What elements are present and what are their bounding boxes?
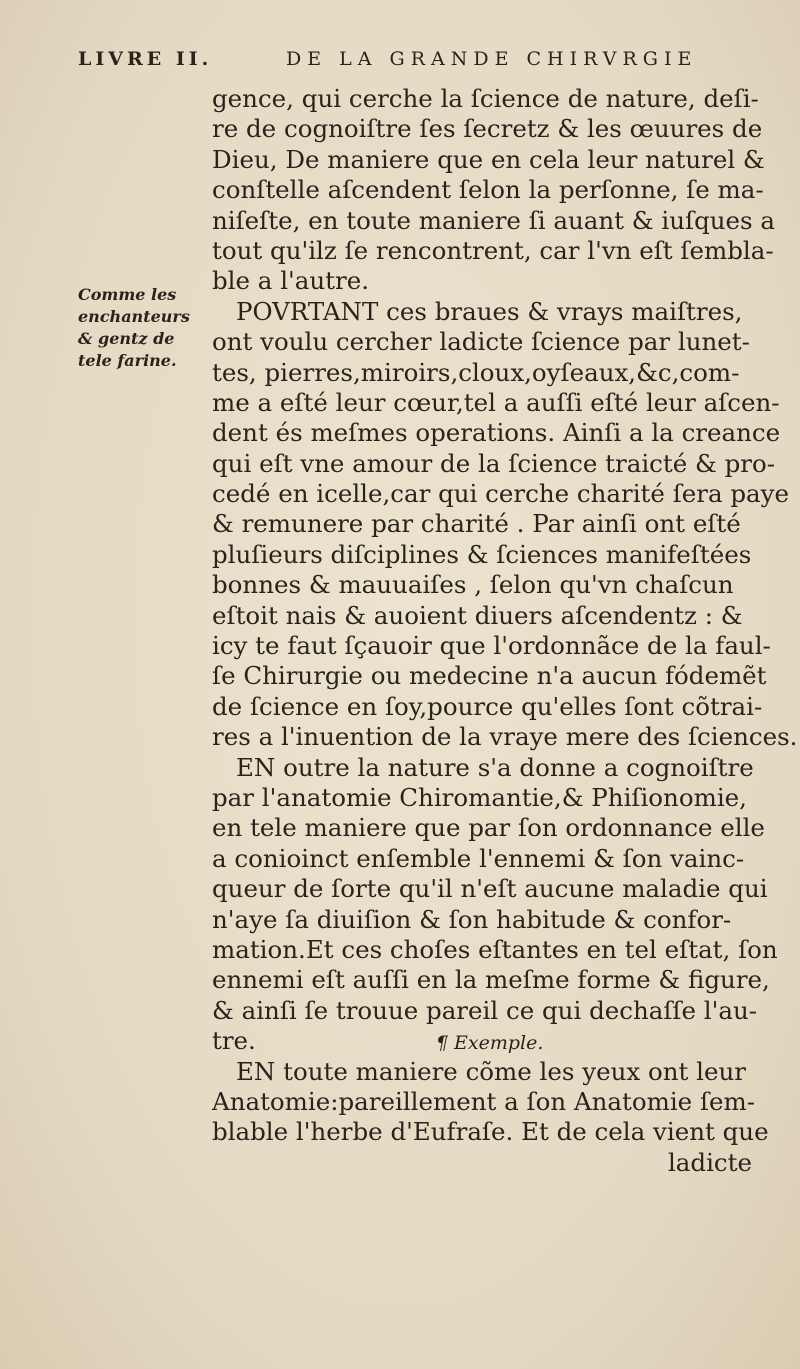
text-line: res a l'inuention de la vraye mere des ſciences. [212, 722, 798, 752]
text-line: conſtelle aſcendent ſelon la perſonne, ſe ma- [212, 175, 764, 205]
example-label: ¶ Exemple. [435, 1032, 544, 1055]
margin-note-line: & gentz de [78, 329, 175, 348]
text-line: cedé en icelle,car qui cerche charité ſera paye [212, 479, 789, 509]
text-line: en tele maniere que par ſon ordonnance elle [212, 813, 765, 843]
margin-note-line: enchanteurs [78, 307, 190, 326]
main-text [212, 84, 798, 1178]
text-line: ont voulu cercher ladicte ſcience par lunet- [212, 327, 750, 357]
text-line: n'aye ſa diuiſion & ſon habitude & confor- [212, 904, 732, 934]
text-line: mation.Et ces choſes eſtantes en tel eſtat, ſon [212, 934, 778, 964]
text-line: EN toute maniere cõme les yeux ont leur [236, 1056, 746, 1086]
catchword: ladicte [667, 1147, 752, 1177]
running-title: DE LA GRANDE CHIRVRGIE [286, 48, 698, 70]
running-header [78, 48, 718, 78]
text-line: qui eſt vne amour de la ſcience traicté & pro- [212, 448, 776, 478]
text-line-fragment: tre. [212, 1026, 256, 1056]
text-line: & remunere par charité . Par ainſi ont eſté [212, 509, 741, 539]
text-line: POVRTANT ces braues & vrays maiſtres, [236, 296, 743, 326]
text-line: bonnes & mauuaiſes , ſelon qu'vn chaſcun [212, 570, 734, 600]
text-line: dent és meſmes operations. Ainſi a la creance [212, 418, 781, 448]
text-line: re de cognoiſtre ſes ſecretz & les œuures de [212, 114, 763, 144]
text-line: tes, pierres,miroirs,cloux,oyſeaux,&c,com- [212, 357, 740, 387]
text-line: ſe Chirurgie ou medecine n'a aucun fódemẽt [212, 661, 767, 691]
text-line: & ainſi ſe trouue pareil ce qui dechaſſe l'au- [212, 995, 758, 1025]
text-line: gence, qui cerche la ſcience de nature, deſi- [212, 84, 759, 113]
text-line: queur de ſorte qu'il n'eſt aucune maladie qui [212, 874, 768, 904]
text-line: me a eſté leur cœur,tel a auſſi eſté leur aſcen- [212, 387, 780, 417]
text-line: Dieu, De maniere que en cela leur naturel & [212, 144, 765, 174]
text-line: de ſcience en ſoy,pource qu'elles ſont cõtrai- [212, 691, 763, 721]
text-line: ennemi eſt auſſi en la meſme forme & figure, [212, 965, 770, 995]
text-line: EN outre la nature s'a donne a cognoiſtre [236, 752, 754, 782]
text-line: a conioinct enſemble l'ennemi & ſon vainc- [212, 843, 745, 873]
text-line: blable l'herbe d'Eufraſe. Et de cela vient que [212, 1117, 769, 1147]
text-line: eſtoit nais & auoient diuers aſcendentz : & [212, 600, 743, 630]
book-number: LIVRE II. [78, 48, 213, 70]
margin-note-line: tele farine. [78, 351, 177, 370]
text-line: tout qu'ilz ſe rencontrent, car l'vn eſt ſembla- [212, 235, 774, 265]
text-line: icy te faut ſçauoir que l'ordonnãce de la faul- [212, 631, 771, 661]
text-line: Anatomie:pareillement a ſon Anatomie ſem- [212, 1086, 756, 1116]
margin-note [78, 284, 208, 372]
text-line: pluſieurs diſciplines & ſciences manifeſtées [212, 539, 752, 569]
margin-note-line: Comme les [78, 285, 177, 304]
text-line: ble a l'autre. [212, 266, 370, 296]
text-line: niſeſte, en toute maniere ſi auant & iuſques a [212, 205, 775, 235]
text-line [212, 1026, 772, 1056]
text-line: par l'anatomie Chiromantie,& Phiſionomie, [212, 782, 747, 812]
